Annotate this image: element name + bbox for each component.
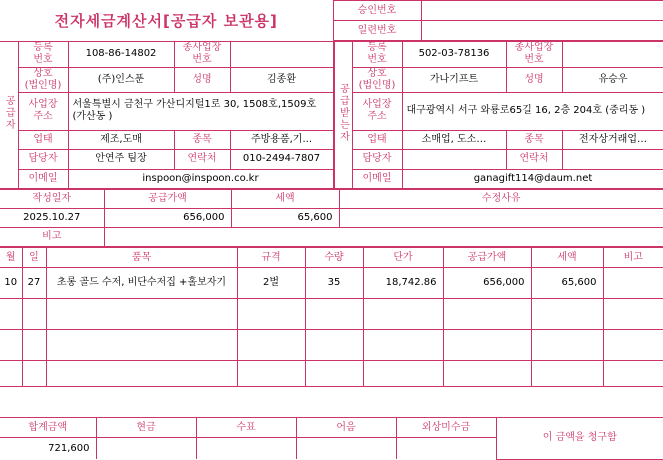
credit-label: 외상미수금: [396, 418, 496, 438]
cell-supply-empty: [443, 299, 531, 330]
title-cell: [0, 1, 333, 41]
cell-qty-empty: [305, 299, 363, 330]
cell-spec-empty: [237, 299, 305, 330]
total-amount-value[interactable]: 721,600: [0, 438, 96, 460]
cell-qty: 35: [305, 268, 363, 299]
col-header-price: 단가: [363, 248, 443, 268]
cell-name-empty-3: [46, 361, 237, 387]
supplier-type-label: 업태: [18, 130, 68, 149]
cell-day-empty-3: [22, 361, 46, 387]
buyer-company-label: 상호 (법인명): [352, 67, 402, 93]
remark-value[interactable]: [104, 228, 663, 247]
buyer-address-value[interactable]: 대구광역시 서구 와룡로65길 16, 2층 204호 (중리동 ): [402, 93, 663, 131]
supply-amount-value[interactable]: 656,000: [104, 209, 231, 228]
supplier-reg-no-label: 등록 번호: [18, 42, 68, 68]
check-value[interactable]: [196, 438, 296, 460]
supplier-company-label: 상호 (법인명): [18, 67, 68, 93]
summary-section: [0, 189, 663, 247]
tax-amount-label: 세액: [231, 190, 339, 209]
col-header-day: 일: [22, 248, 46, 268]
footer-gap: [0, 387, 663, 417]
supplier-type-value[interactable]: 제조,도매: [68, 130, 174, 149]
supplier-company-value[interactable]: (주)인스푼: [68, 67, 174, 93]
buyer-contact-label: 담당자: [352, 150, 402, 169]
cell-supply-empty-3: [443, 361, 531, 387]
buyer-type-label: 업태: [352, 130, 402, 149]
buyer-ceo-value[interactable]: 유승우: [562, 67, 663, 93]
supplier-address-label: 사업장 주소: [18, 93, 68, 131]
amend-reason-label: 수정사유: [339, 190, 663, 209]
cell-tax: 65,600: [531, 268, 603, 299]
document-title: 전자세금계산서: [55, 12, 163, 30]
serial-no-label: 일련번호: [333, 21, 421, 41]
table-row-empty: [0, 299, 663, 330]
col-header-spec: 규격: [237, 248, 305, 268]
supplier-bizplace-value[interactable]: [230, 42, 333, 68]
cell-note-empty-3: [603, 361, 663, 387]
cell-day-empty-2: [22, 330, 46, 361]
total-amount-label: 합계금액: [0, 418, 96, 438]
credit-value[interactable]: [396, 438, 496, 460]
cell-note: [603, 268, 663, 299]
cell-month-empty-3: [0, 361, 22, 387]
note-value[interactable]: [296, 438, 396, 460]
amend-reason-value[interactable]: [339, 209, 663, 228]
check-label: 수표: [196, 418, 296, 438]
supplier-side-label: 공급자: [0, 42, 18, 189]
cell-supply: 656,000: [443, 268, 531, 299]
table-row-empty-3: [0, 361, 663, 387]
buyer-bizplace-label: 종사업장 번호: [506, 42, 562, 68]
cell-spec: 2벌: [237, 268, 305, 299]
cell-name: 초롱 골드 수저, 비단수저집 +홀보자기: [46, 268, 237, 299]
cash-value[interactable]: [96, 438, 196, 460]
buyer-item-label: 종목: [506, 130, 562, 149]
buyer-company-value[interactable]: 가나기프트: [402, 67, 506, 93]
cell-price: 18,742.86: [363, 268, 443, 299]
supplier-address-value[interactable]: 서울특별시 금천구 가산디지털1로 30, 1508호,1509호 (가산동 ): [68, 93, 333, 131]
cell-name-empty: [46, 299, 237, 330]
supplier-tel-label: 연락처: [174, 150, 230, 169]
buyer-contact-value[interactable]: [402, 150, 506, 169]
supplier-item-value[interactable]: 주방용품,기...: [230, 130, 333, 149]
footer-section: [0, 417, 663, 460]
cell-tax-empty-2: [531, 330, 603, 361]
buyer-email-label: 이메일: [352, 169, 402, 188]
write-date-label: 작성일자: [0, 190, 104, 209]
header-section: [0, 0, 663, 41]
buyer-ceo-label: 성명: [506, 67, 562, 93]
supplier-ceo-label: 성명: [174, 67, 230, 93]
cell-qty-empty-2: [305, 330, 363, 361]
approval-no-value[interactable]: [421, 1, 663, 21]
supplier-email-value[interactable]: inspoon@inspoon.co.kr: [68, 169, 333, 188]
items-header-row: [0, 248, 663, 268]
supplier-contact-label: 담당자: [18, 150, 68, 169]
cell-note-empty: [603, 299, 663, 330]
cell-tax-empty: [531, 299, 603, 330]
serial-no-value[interactable]: [421, 21, 663, 41]
col-header-tax: 세액: [531, 248, 603, 268]
write-date-value[interactable]: 2025.10.27: [0, 209, 104, 228]
buyer-email-value[interactable]: ganagift114@daum.net: [402, 169, 663, 188]
buyer-reg-no-label: 등록 번호: [352, 42, 402, 68]
table-row[interactable]: [0, 268, 663, 299]
cell-month-empty: [0, 299, 22, 330]
remark-label: 비고: [0, 228, 104, 247]
cell-supply-empty-2: [443, 330, 531, 361]
col-header-qty: 수량: [305, 248, 363, 268]
cell-price-empty-2: [363, 330, 443, 361]
buyer-tel-label: 연락처: [506, 150, 562, 169]
document-title-suffix: [공급자 보관용]: [163, 12, 278, 30]
cell-spec-empty-2: [237, 330, 305, 361]
cell-price-empty-3: [363, 361, 443, 387]
cell-name-empty-2: [46, 330, 237, 361]
approval-no-label: 승인번호: [333, 1, 421, 21]
col-header-note: 비고: [603, 248, 663, 268]
supplier-bizplace-label: 종사업장 번호: [174, 42, 230, 68]
items-table: [0, 247, 663, 387]
buyer-block: [334, 41, 663, 189]
supplier-block: [0, 41, 334, 189]
buyer-type-value[interactable]: 소매업, 도소…: [402, 130, 506, 149]
buyer-item-value[interactable]: 전자상거래업…: [562, 130, 663, 149]
cell-tax-empty-3: [531, 361, 603, 387]
supplier-item-label: 종목: [174, 130, 230, 149]
claim-text: 이 금액을 청구함: [496, 418, 663, 460]
supplier-tel-value[interactable]: 010-2494-7807: [230, 150, 333, 169]
buyer-tel-value[interactable]: [562, 150, 663, 169]
cell-spec-empty-3: [237, 361, 305, 387]
cell-price-empty: [363, 299, 443, 330]
cell-qty-empty-3: [305, 361, 363, 387]
supplier-reg-no-value[interactable]: 108-86-14802: [68, 42, 174, 68]
parties-section: [0, 41, 663, 189]
cell-day: 27: [22, 268, 46, 299]
tax-amount-value[interactable]: 65,600: [231, 209, 339, 228]
cell-day-empty: [22, 299, 46, 330]
supplier-email-label: 이메일: [18, 169, 68, 188]
col-header-name: 품목: [46, 248, 237, 268]
supplier-contact-value[interactable]: 안연주 팀장: [68, 150, 174, 169]
note-label: 어음: [296, 418, 396, 438]
buyer-side-label: 공급받는자: [334, 42, 352, 189]
table-row-empty-2: [0, 330, 663, 361]
cell-month: 10: [0, 268, 22, 299]
col-header-month: 월: [0, 248, 22, 268]
supply-amount-label: 공급가액: [104, 190, 231, 209]
cell-month-empty-2: [0, 330, 22, 361]
buyer-bizplace-value[interactable]: [562, 42, 663, 68]
cell-note-empty-2: [603, 330, 663, 361]
cash-label: 현금: [96, 418, 196, 438]
supplier-ceo-value[interactable]: 김종환: [230, 67, 333, 93]
buyer-address-label: 사업장 주소: [352, 93, 402, 131]
buyer-reg-no-value[interactable]: 502-03-78136: [402, 42, 506, 68]
col-header-supply: 공급가액: [443, 248, 531, 268]
